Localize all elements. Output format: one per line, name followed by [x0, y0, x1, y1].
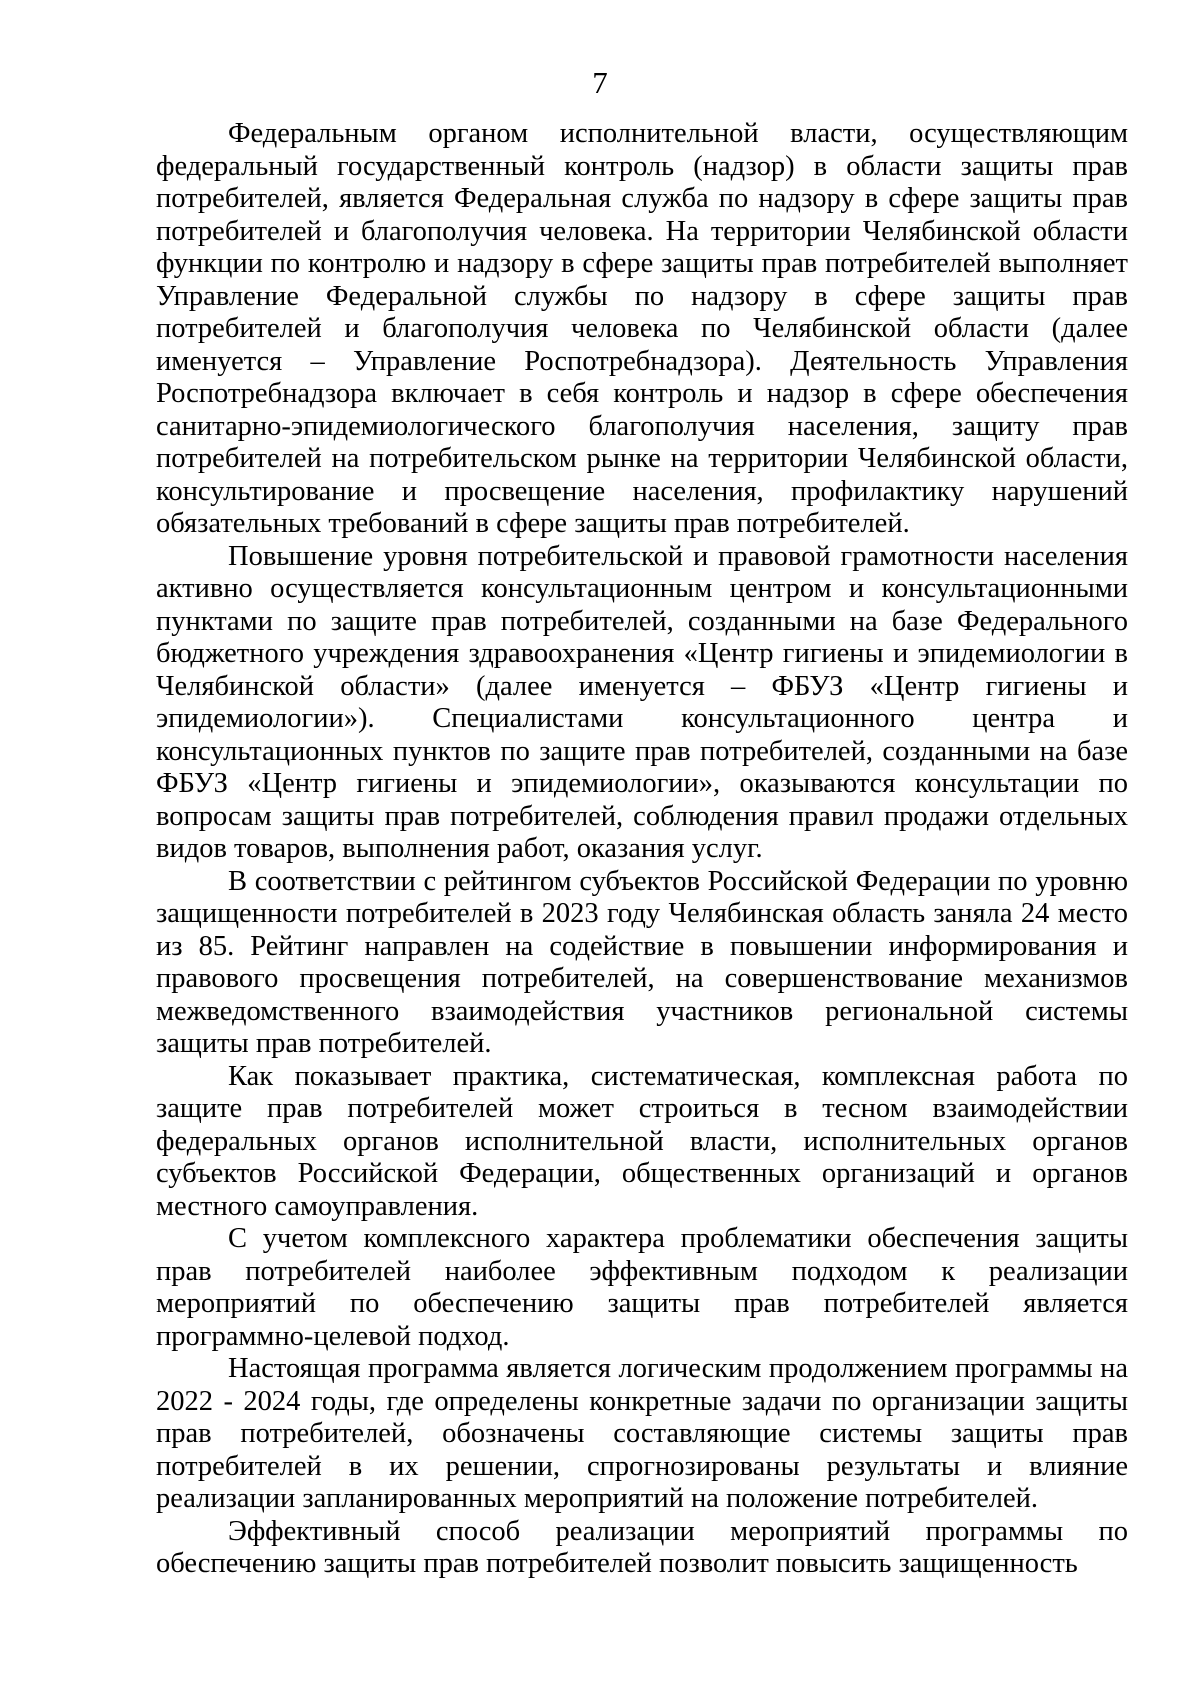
paragraph: С учетом комплексного характера проблематики обеспечения защиты прав потребителей наиболее эффективным подходом к реализации мероприятий по обеспечению защиты прав потребителей является программно-целевой подход.	[156, 1223, 1128, 1352]
paragraph: Эффективный способ реализации мероприятий программы по обеспечению защиты прав потребителей позволит повысить защищенность	[156, 1515, 1128, 1579]
paragraph: Настоящая программа является логическим продолжением программы на 2022 - 2024 годы, где определены конкретные задачи по организации защиты прав потребителей, обозначены составляющие системы защиты прав потребителей в их решении, спрогнозированы результаты и влияние реализации запланированных мероприятий на положение потребителей.	[156, 1353, 1128, 1514]
paragraph: Повышение уровня потребительской и правовой грамотности населения активно осуществляется консультационным центром и консультационными пунктами по защите прав потребителей, созданными на базе Федерального бюджетного учреждения здравоохранения «Центр гигиены и эпидемиологии в Челябинской области» (далее именуется – ФБУЗ «Центр гигиены и эпидемиологии»). Специалистами консультационного центра и консультационных пунктов по защите прав потребителей, созданными на базе ФБУЗ «Центр гигиены и эпидемиологии», оказываются консультации по вопросам защиты прав потребителей, соблюдения правил продажи отдельных видов товаров, выполнения работ, оказания услуг.	[156, 540, 1128, 864]
document-body	[156, 118, 1128, 1581]
paragraph: Федеральным органом исполнительной власти, осуществляющим федеральный государственный контроль (надзор) в области защиты прав потребителей, является Федеральная служба по надзору в сфере защиты прав потребителей и благополучия человека. На территории Челябинской области функции по контролю и надзору в сфере защиты прав потребителей выполняет Управление Федеральной службы по надзору в сфере защиты прав потребителей и благополучия человека по Челябинской области (далее именуется – Управление Роспотребнадзора). Деятельность Управления Роспотребнадзора включает в себя контроль и надзор в сфере обеспечения санитарно-эпидемиологического благополучия населения, защиту прав потребителей на потребительском рынке на территории Челябинской области, консультирование и просвещение населения, профилактику нарушений обязательных требований в сфере защиты прав потребителей.	[156, 118, 1128, 539]
page-number: 7	[592, 65, 608, 100]
paragraph: Как показывает практика, систематическая, комплексная работа по защите прав потребителей может строиться в тесном взаимодействии федеральных органов исполнительной власти, исполнительных органов субъектов Российской Федерации, общественных организаций и органов местного самоуправления.	[156, 1060, 1128, 1222]
paragraph: В соответствии с рейтингом субъектов Российской Федерации по уровню защищенности потребителей в 2023 году Челябинская область заняла 24 место из 85. Рейтинг направлен на содействие в повышении информирования и правового просвещения потребителей, на совершенствование механизмов межведомственного взаимодействия участников региональной системы защиты прав потребителей.	[156, 865, 1128, 1059]
